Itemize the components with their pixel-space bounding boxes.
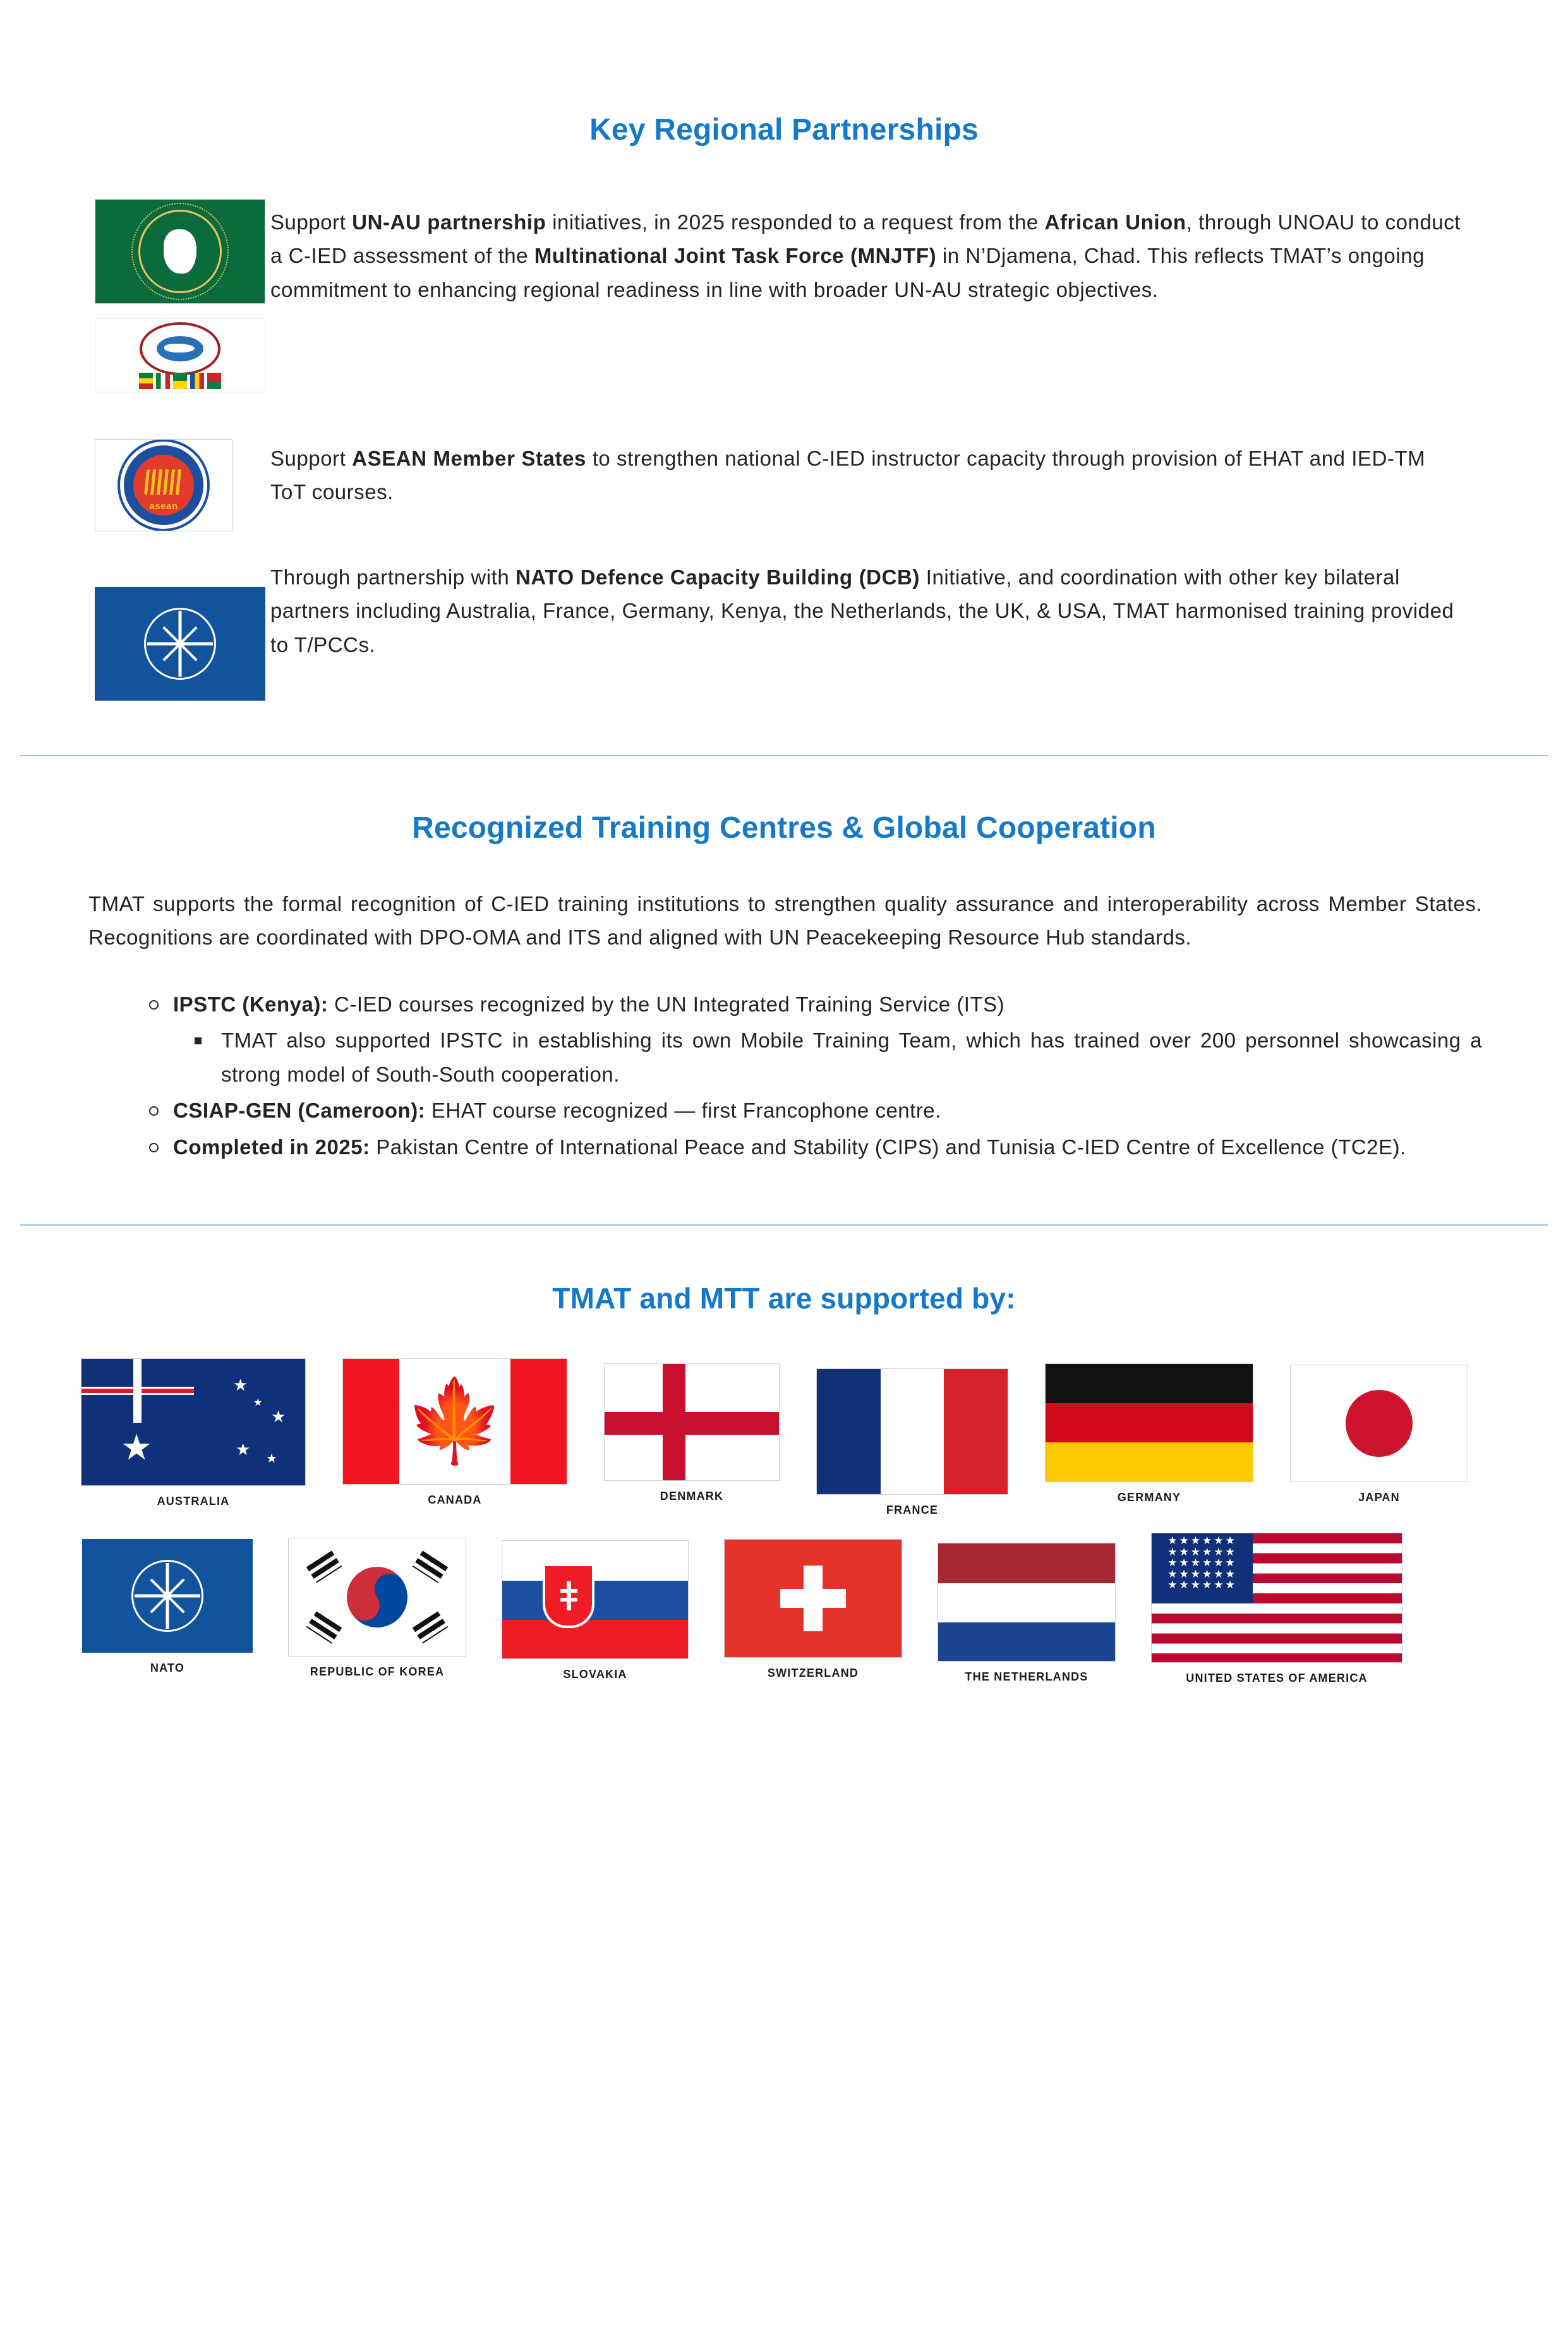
supporter-label: SLOVAKIA (563, 1668, 627, 1681)
supporter-usa (1151, 1533, 1402, 1686)
section-divider-2 (20, 1224, 1548, 1226)
supporter-germany (1045, 1363, 1253, 1505)
bullet-ipstc: IPSTC (Kenya): C-IED courses recognized by the UN Integrated Training Service (ITS) (140, 987, 1482, 1021)
supporter-netherlands (938, 1543, 1116, 1684)
nato-flag-icon (95, 587, 265, 701)
partnership-row-au (95, 199, 1466, 392)
bullet-csiap-gen: CSIAP-GEN (Cameroon): EHAT course recognized — first Francophone centre. (140, 1094, 1482, 1127)
supporter-flag-grid (20, 1358, 1548, 1686)
nato-flag-icon (82, 1539, 253, 1653)
supporter-label: REPUBLIC OF KOREA (310, 1665, 445, 1679)
section-divider-1 (20, 755, 1548, 756)
germany-flag-icon (1045, 1363, 1253, 1482)
slovakia-flag-icon (502, 1540, 689, 1659)
supporter-france (816, 1368, 1008, 1518)
supporter-label: GERMANY (1117, 1491, 1181, 1504)
supporter-flag-row-1 (67, 1358, 1501, 1518)
supporter-label: DENMARK (660, 1490, 724, 1503)
asean-emblem-icon: asean (95, 439, 232, 531)
supporter-denmark (604, 1363, 780, 1504)
france-flag-icon (816, 1368, 1008, 1495)
supporter-label: CANADA (428, 1494, 482, 1507)
partnership-list (20, 199, 1548, 701)
african-union-flag-icon (95, 199, 265, 304)
training-centres-paragraph: TMAT supports the formal recognition of C-IED training institutions to strengthen quality assurance and interoperability across Member States. Recognitions are coordinated with DPO-OMA and ITS and aligned with UN Peacekeeping Resource Hub standards. (88, 892, 1482, 950)
key-regional-partnerships-heading: Key Regional Partnerships (589, 113, 979, 147)
supporter-label: AUSTRALIA (157, 1495, 230, 1508)
denmark-flag-icon (604, 1363, 780, 1481)
supporter-label: UNITED STATES OF AMERICA (1186, 1672, 1368, 1685)
supporter-label: THE NETHERLANDS (965, 1670, 1089, 1684)
canada-flag-icon: 🍁 (342, 1358, 567, 1485)
mnjtf-emblem-icon (95, 318, 265, 392)
supporter-label: FRANCE (886, 1504, 939, 1517)
supporter-australia (81, 1358, 306, 1509)
switzerland-flag-icon (724, 1539, 902, 1658)
supporter-label: NATO (150, 1662, 185, 1675)
bullet-completed-2025: Completed in 2025: Pakistan Centre of International Peace and Stability (CIPS) and Tunisia C-IED Centre of Excellence (TC2E). (140, 1130, 1482, 1164)
australia-flag-icon: ★ ★ ★ ★ ★ ★ (81, 1358, 306, 1486)
supporters-heading: TMAT and MTT are supported by: (552, 1282, 1016, 1315)
supporter-slovakia (502, 1540, 689, 1682)
partnership-emblems (95, 397, 270, 531)
partnership-text-asean: Support ASEAN Member States to strengthen national C-IED instructor capacity through provision of EHAT and IED-TM ToT courses. (270, 447, 1426, 504)
supporter-switzerland (724, 1539, 902, 1681)
training-centres-bullets (20, 987, 1548, 1164)
supporter-flag-row-2 (67, 1535, 1501, 1686)
supporter-japan (1290, 1365, 1468, 1505)
supporter-nato (82, 1539, 253, 1675)
document-page (0, 112, 1568, 2330)
supporter-canada (342, 1358, 567, 1507)
south-korea-flag-icon (288, 1538, 466, 1657)
supporter-label: SWITZERLAND (767, 1667, 859, 1680)
supporter-korea (288, 1538, 466, 1679)
partnership-text-nato: Through partnership with NATO Defence Capacity Building (DCB) Initiative, and coordination with other key bilateral partners including Australia, France, Germany, Kenya, the Netherlands, the UK, & USA, TMAT harmonised training provided to T/PCCs. (270, 565, 1454, 656)
bullet-ipstc-mtt: TMAT also supported IPSTC in establishing its own Mobile Training Team, which has trained over 200 personnel showcasing a strong model of South-South cooperation. (184, 1023, 1482, 1091)
netherlands-flag-icon (938, 1543, 1116, 1662)
partnership-emblems (95, 199, 270, 392)
supporter-label: JAPAN (1358, 1491, 1400, 1504)
recognized-training-centres-heading: Recognized Training Centres & Global Cooperation (412, 811, 1156, 845)
japan-flag-icon (1290, 1365, 1468, 1482)
usa-flag-icon: ★★★★★★ ★★★★★★ ★★★★★★ ★★★★★★ ★★★★★★ (1151, 1533, 1402, 1663)
partnership-row-asean (95, 397, 1466, 531)
partnership-emblems (95, 538, 270, 701)
partnership-row-nato (95, 538, 1466, 701)
partnership-text-au: Support UN-AU partnership initiatives, in 2025 responded to a request from the African Union, through UNOAU to conduct a C-IED assessment of the Multinational Joint Task Force (MNJTF) in N’Djamena, Chad. This reflects TMAT’s ongoing commitment to enhancing regional readiness in line with broader UN-AU strategic objectives. (270, 210, 1461, 301)
